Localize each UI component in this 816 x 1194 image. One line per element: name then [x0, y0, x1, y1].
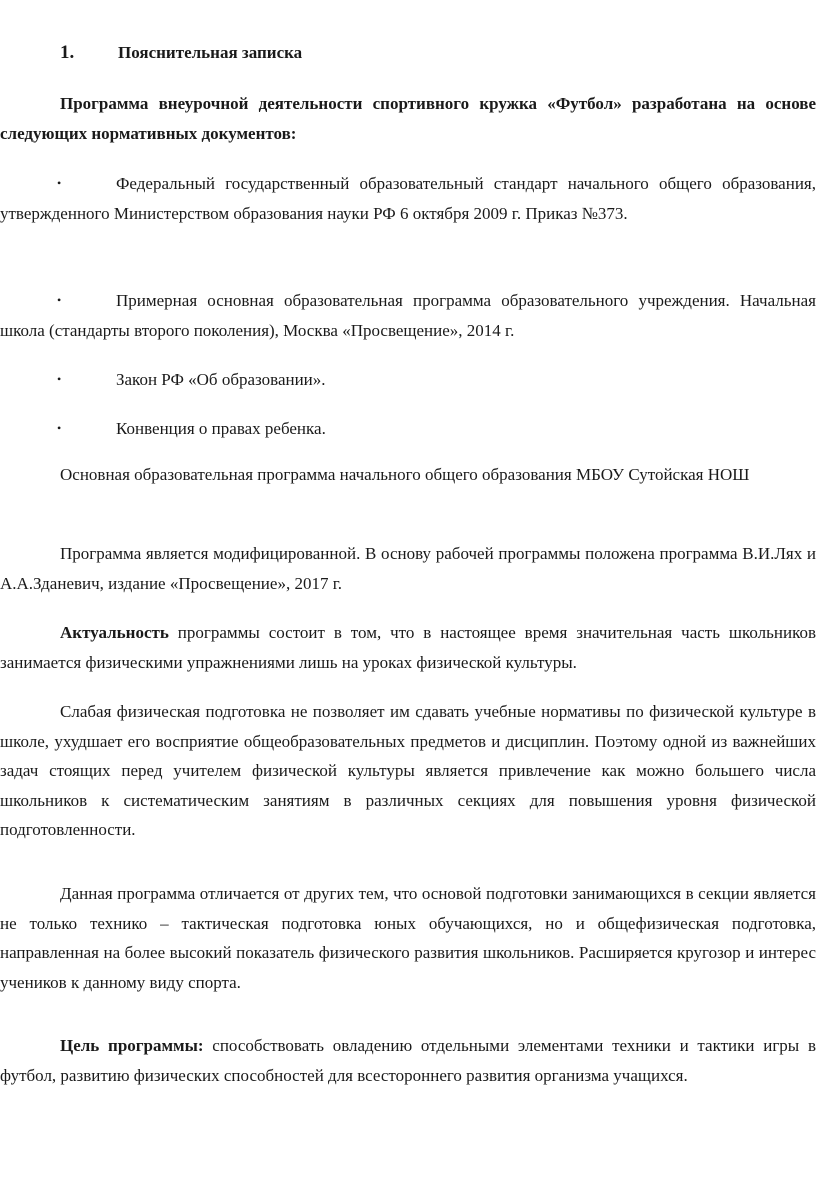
bullet-icon: •: [57, 176, 62, 190]
list-item-text: Примерная основная образовательная программа образовательного учреждения. Начальная школа (стандарты второго поколения), Москва «Просвещение», 2014 г.: [0, 291, 816, 340]
bullet-icon: •: [57, 293, 62, 307]
paragraph-goal: [0, 1031, 816, 1090]
paragraph-weak-preparation: Слабая физическая подготовка не позволяет им сдавать учебные нормативы по физической культуре в школе, ухудшает его восприятие общеобразовательных предметов и дисциплин. Поэтому одной из важнейших задач стоящих перед учителем физической культуры является привлечение как можно большего числа школьников к систематическим занятиям в различных секциях для повышения уровня физической подготовленности.: [0, 702, 816, 839]
paragraph-distinction: Данная программа отличается от других тем, что основой подготовки занимающихся в секции является не только технико – тактическая подготовка юных обучающихся, но и общефизическая подготовка, направленная на более высокий показатель физического развития школьников. Расширяется кругозор и интерес учеников к данному виду спорта.: [0, 884, 816, 992]
list-item: [0, 365, 816, 395]
goal-text: способствовать овладению отдельными элементами техники и тактики игры в футбол, развитию физических способностей для всестороннего развития организма учащихся.: [0, 1036, 816, 1085]
list-item: [0, 286, 816, 345]
list-item: [0, 169, 816, 228]
section-heading: [60, 42, 302, 64]
relevance-text: программы состоит в том, что в настоящее время значительная часть школьников занимается физическими упражнениями лишь на уроках физической культуры.: [0, 623, 816, 672]
relevance-lead: Актуальность: [60, 623, 169, 642]
section-number: 1.: [60, 42, 75, 63]
goal-lead: Цель программы:: [60, 1036, 204, 1055]
list-item-text: Конвенция о правах ребенка.: [116, 419, 326, 438]
paragraph-relevance: [0, 618, 816, 677]
section-title: Пояснительная записка: [118, 43, 303, 62]
list-item: [0, 414, 816, 444]
list-item-text: Федеральный государственный образовательный стандарт начального общего образования, утвержденного Министерством образования науки РФ 6 октября 2009 г. Приказ №373.: [0, 174, 816, 223]
paragraph-modified: Программа является модифицированной. В основу рабочей программы положена программа В.И.Лях и А.А.Зданевич, издание «Просвещение», 2017 г.: [0, 544, 816, 593]
list-item-text: Закон РФ «Об образовании».: [116, 370, 326, 389]
intro-paragraph: Программа внеурочной деятельности спортивного кружка «Футбол» разработана на основе следующих нормативных документов:: [0, 94, 816, 143]
paragraph-program-basis: Основная образовательная программа начального общего образования МБОУ Сутойская НОШ: [60, 465, 750, 484]
bullet-icon: •: [57, 421, 62, 435]
bullet-icon: •: [57, 372, 62, 386]
